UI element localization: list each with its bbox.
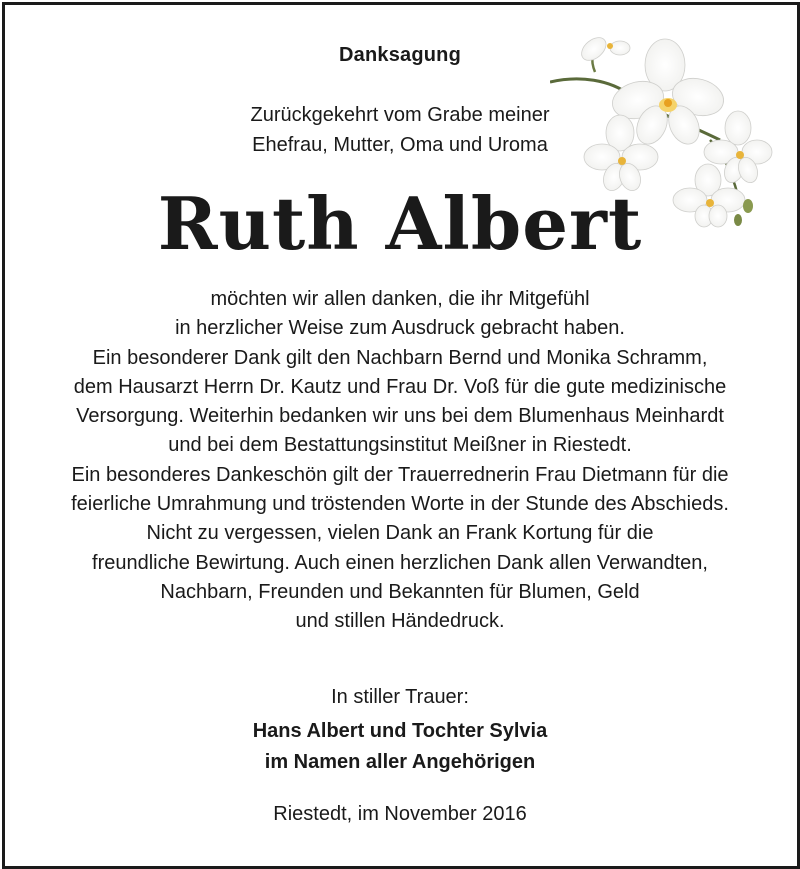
notice-heading: Danksagung bbox=[338, 44, 462, 66]
body-line: möchten wir allen danken, die ihr Mitgefühl bbox=[210, 288, 590, 310]
signatories bbox=[0, 716, 800, 778]
place-date: Riestedt, im November 2016 bbox=[273, 803, 527, 825]
body-line: Ein besonderer Dank gilt den Nachbarn Bernd und Monika Schramm, bbox=[92, 346, 708, 369]
body-line: Ein besonderes Dankeschön gilt der Trauerrednerin Frau Dietmann für die bbox=[71, 463, 729, 486]
body-line: freundliche Bewirtung. Auch einen herzlichen Dank allen Verwandten, bbox=[92, 551, 708, 574]
body-line: feierliche Umrahmung und tröstenden Worte in der Stunde des Abschieds. bbox=[71, 493, 729, 516]
mourning-label: In stiller Trauer: bbox=[331, 686, 469, 708]
body-line: Nachbarn, Freunden und Bekannten für Blumen, Geld bbox=[160, 580, 640, 603]
thanks-body bbox=[0, 285, 800, 637]
body-line: Nicht zu vergessen, vielen Dank an Frank Kortung für die bbox=[146, 522, 654, 545]
signatory-line: Hans Albert und Tochter Sylvia bbox=[252, 720, 548, 742]
body-line: in herzlicher Weise zum Ausdruck gebracht haben. bbox=[175, 317, 625, 340]
body-line: und stillen Händedruck. bbox=[295, 610, 505, 633]
intro-line: Zurückgekehrt vom Grabe meiner bbox=[250, 104, 550, 126]
body-line: Versorgung. Weiterhin bedanken wir uns bei dem Blumenhaus Meinhardt bbox=[76, 405, 724, 428]
body-line: dem Hausarzt Herrn Dr. Kautz und Frau Dr. Voß für die gute medizinische bbox=[73, 375, 727, 398]
intro-line: Ehefrau, Mutter, Oma und Uroma bbox=[252, 134, 548, 156]
body-line: und bei dem Bestattungsinstitut Meißner in Riestedt. bbox=[168, 434, 632, 457]
intro-text bbox=[0, 100, 800, 160]
signatory-line: im Namen aller Angehörigen bbox=[264, 751, 536, 773]
deceased-name: Ruth Albert bbox=[157, 181, 643, 266]
